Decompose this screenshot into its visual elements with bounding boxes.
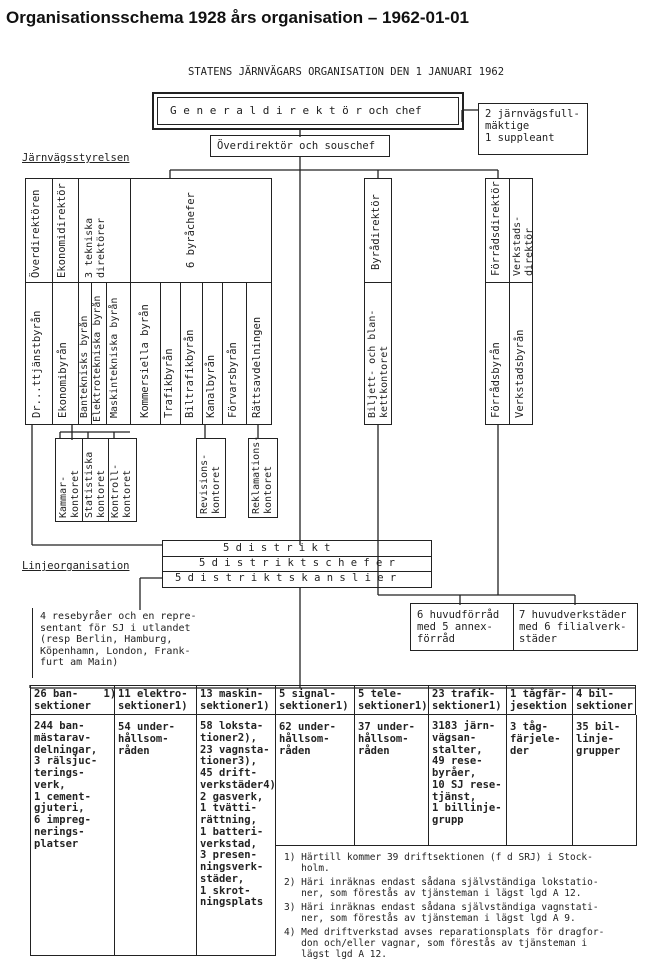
bureau-9: Kanalbyrån: [205, 354, 217, 418]
col-div-6: [506, 685, 507, 845]
byradirektor-label: Byrådirektör: [370, 194, 382, 270]
tekniska-direktorer-label: 3 tekniska direktörer: [84, 217, 107, 278]
districts-label: 5 d i s t r i k t: [223, 542, 331, 554]
kontrollkontoret-label: Kontroll- kontoret: [110, 463, 133, 518]
div-9: [222, 282, 223, 425]
huvud-box: [410, 603, 638, 651]
jarnvagsstyrelsen-label: Järnvägsstyrelsen: [22, 152, 130, 164]
col-7-body: 3 tåg- färjele- der: [510, 721, 561, 758]
col-div-5: [428, 685, 429, 845]
district-box: [162, 540, 432, 588]
district-chiefs-label: 5 d i s t r i k t s c h e f e r: [199, 557, 395, 569]
statistiska-kontoret-label: Statistiska kontoret: [84, 451, 107, 518]
col-4-body: 62 under- hållsom- råden: [279, 721, 336, 758]
col-6-head: 23 trafik- sektioner1): [432, 688, 502, 713]
div-6: [160, 282, 161, 425]
overdirektoren-label: Överdirektören: [30, 189, 42, 278]
col-div-2: [196, 685, 197, 955]
sub-div-2: [108, 438, 109, 522]
bureau-8: Biltrafikbyrån: [184, 329, 196, 418]
forradsbyran-label: Förrådsbyrån: [490, 342, 502, 418]
bureau-1: Dr...ttjänstbyrån: [31, 310, 43, 418]
biljett-kontoret-label: Biljett- och blan- kettkontoret: [367, 309, 390, 418]
board-box: [478, 103, 588, 155]
footnote-4: 4) Med driftverkstad avses reparationsplats för dragfor- don och/eller vagnar, som förestås av tjänsteman i lägst lgd A 12.: [284, 927, 605, 960]
linjeorganisation-label: Linjeorganisation: [22, 560, 130, 572]
div-5: [130, 178, 131, 425]
ekonomidirektor-label: Ekonomidirektör: [56, 183, 68, 278]
overdirektor-label: Överdirektör och souschef: [217, 140, 376, 152]
bureau-5: Maskintekniska byrån: [109, 297, 120, 418]
div-10: [246, 282, 247, 425]
district-offices-label: 5 d i s t r i k t s k a n s l i e r: [175, 572, 397, 584]
kammarkontoret-label: Kammar- kontoret: [58, 469, 81, 518]
col-7-head: 1 tågfär- jesektion: [510, 688, 567, 713]
huvudforrad-label: 6 huvudförråd med 5 annex- förråd: [417, 609, 500, 646]
forrad-divider-h: [485, 282, 533, 283]
reklamationskontoret-label: Reklamations- kontoret: [251, 435, 274, 514]
bureau-10: Förvarsbyrån: [227, 342, 239, 418]
directors-divider: [25, 282, 272, 283]
byradirektor-divider: [364, 282, 392, 283]
huvudverkstader-label: 7 huvudverkstäder med 6 filialverk- städer: [519, 609, 627, 646]
div-7: [180, 282, 181, 425]
col-8-body: 35 bil- linje- grupper: [576, 721, 621, 758]
div-4: [106, 282, 107, 425]
byrachefer-label: 6 byråchefer: [185, 192, 197, 268]
col-6-body: 3183 järn- vägsan- stalter, 49 rese- byråer, 10 SJ rese- tjänst, 1 billinje- grupp: [432, 720, 502, 826]
col-2-body: 54 under- hållsom- råden: [118, 721, 175, 758]
col-div-4: [354, 685, 355, 845]
col-3-body: 58 loksta- tioner2), 23 vagnsta- tioner3), 45 drift- verkstäder4) 2 gasverk, 1 tvätti- rättning, 1 batteri- verkstad, 3 presen- ningsverk- städer, 1 skrot- ningsplats: [200, 720, 276, 909]
page-title: Organisationsschema 1928 års organisation – 1962-01-01: [6, 8, 470, 27]
div-1: [52, 178, 53, 425]
bureau-3: Banteknisks byrån: [79, 315, 90, 418]
forradsdirektor-label: Förrådsdirektör: [490, 181, 502, 276]
col-2-head: 11 elektro- sektioner1): [118, 688, 188, 713]
col-1-body: 244 ban- mästarav- delningar, 3 rälsjuс- terings- verk, 1 cement- gjuteri, 6 impreg- nerings- platser: [34, 720, 98, 850]
huvud-divider: [513, 604, 514, 650]
overdirektor-box: [210, 135, 390, 157]
generaldirektor-box: [157, 97, 459, 125]
bureau-2: Ekonomibyrån: [57, 342, 69, 418]
board-label: 2 järnvägsfull- mäktige 1 suppleant: [485, 108, 580, 145]
bureau-11: Rättsavdelningen: [251, 316, 263, 418]
resebyraer-text: 4 resebyråer och en repre- sentant för SJ i utlandet (resp Berlin, Hamburg, Köpenhamn, London, Frank- furt am Main): [40, 611, 197, 668]
bureau-4: Elektrotekniska byrån: [92, 295, 103, 422]
col-1-head: 26 ban- 1) sektioner: [34, 688, 117, 713]
footnote-2: 2) Häri inräknas endast sådana självständiga lokstatio- ner, som förestås av tjänsteman i lägst lgd A 12.: [284, 877, 599, 899]
col-4-head: 5 signal- sektioner1): [279, 688, 349, 713]
verkstadsdirektor-label: Verkstads- direktör: [512, 215, 535, 276]
sub-div-1: [82, 438, 83, 522]
footnote-3: 3) Häri inräknas endast sådana självständiga vagnstati- ner, som förestås av tjänsteman i lägst lgd A 9.: [284, 902, 599, 924]
bureau-6: Kommersiella byrån: [139, 304, 151, 418]
footnote-1: 1) Härtill kommer 39 driftsektionen (f d SRJ) i Stock- holm.: [284, 852, 593, 874]
revisionskontoret-label: Revisions- kontoret: [199, 453, 222, 514]
bureau-7: Trafikbyrån: [163, 348, 175, 418]
col-div-1: [114, 685, 115, 955]
col-5-head: 5 tele- sektioner1): [358, 688, 428, 713]
col-3-head: 13 maskin- sektioner1): [200, 688, 270, 713]
col-8-head: 4 bil- sektioner: [576, 688, 633, 713]
col-div-7: [572, 685, 573, 845]
forrad-divider-v: [509, 178, 510, 425]
verkstadsbyran-label: Verkstadsbyrån: [514, 329, 526, 418]
col-5-body: 37 under- hållsom- råden: [358, 721, 415, 758]
resebyraer-bracket: [32, 608, 34, 678]
generaldirektor-label: G e n e r a l d i r e k t ö r och chef: [170, 104, 422, 117]
div-8: [202, 282, 203, 425]
document-heading: STATENS JÄRNVÄGARS ORGANISATION DEN 1 JANUARI 1962: [188, 66, 505, 78]
